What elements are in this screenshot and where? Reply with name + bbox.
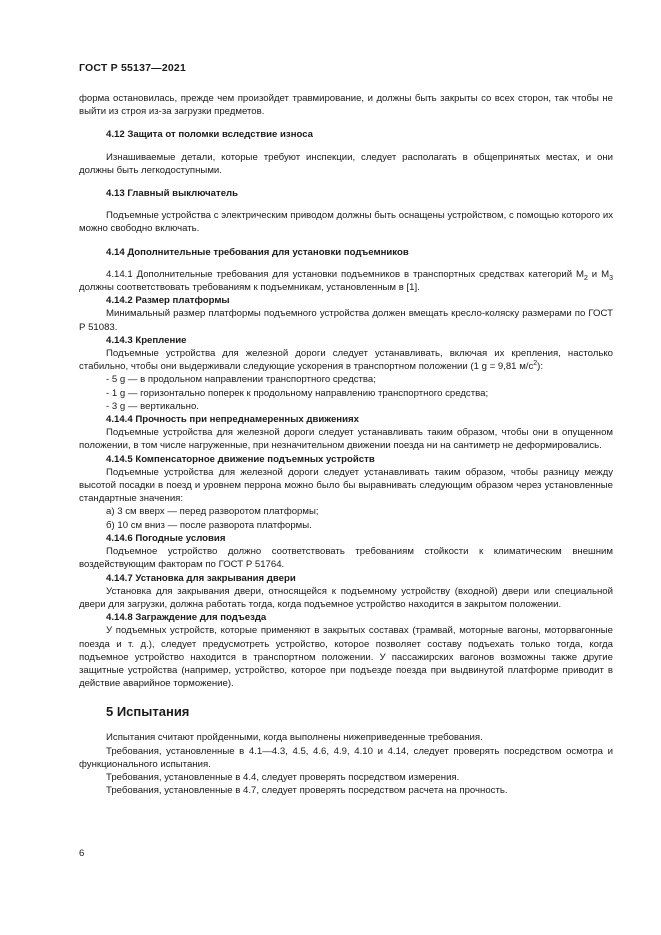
section-4-14-6-title: 4.14.6 Погодные условия: [106, 532, 226, 544]
list-item: б) 10 см вниз — после разворота платформы.: [106, 519, 312, 531]
section-5-title: 5 Испытания: [106, 704, 190, 720]
section-4-14-6-text: Подъемное устройство должно соответствовать требованиям стойкости к климатическим внешним воздействующим факторам по ГОСТ Р 51764.: [79, 546, 613, 571]
section-4-14-1-text: 4.14.1 Дополнительные требования для установки подъемников в транспортных средствах категорий $M_2$ и $M_3$ должны соответствовать требованиям к подъемникам, установленным в [1].: [79, 268, 613, 294]
section-4-12-text: Изнашиваемые детали, которые требуют инспекции, следует располагать в общепринятых местах, и они должны быть легкодоступными.: [79, 151, 613, 176]
intro-paragraph: форма остановилась, прежде чем произойдет травмирование, и должны быть закрыты со всех сторон, так чтобы не выйти из строя из-за загрузки предметов.: [79, 93, 613, 118]
document-header: ГОСТ Р 55137—2021: [79, 62, 187, 74]
section-4-14-7-text: Установка для закрывания двери, относящейся к подъемному устройству (входной) двери или специальной двери для загрузки, должна работать тогда, когда подъемное устройство находится в закрытом положении.: [79, 585, 613, 610]
section-4-14-7-title: 4.14.7 Установка для закрывания двери: [106, 572, 296, 584]
list-item: а) 3 см вверх — перед разворотом платформы;: [106, 506, 319, 518]
section-4-14-8-title: 4.14.8 Заграждение для подъезда: [106, 612, 267, 624]
page-number: 6: [79, 848, 85, 859]
section-4-14-5-title: 4.14.5 Компенсаторное движение подъемных устройств: [106, 453, 375, 465]
section-4-14-title: 4.14 Дополнительные требования для установки подъемников: [106, 246, 409, 258]
section-5-paragraph: Требования, установленные в 4.1—4.3, 4.5, 4.6, 4.9, 4.10 и 4.14, следует проверять посредством осмотра и функционального испытания.: [79, 745, 613, 770]
list-item: - 3 g — вертикально.: [106, 400, 199, 412]
list-item: - 5 g — в продольном направлении транспортного средства;: [106, 374, 376, 386]
section-4-14-4-title: 4.14.4 Прочность при непреднамеренных движениях: [106, 414, 359, 426]
section-4-14-2-title: 4.14.2 Размер платформы: [106, 295, 230, 307]
section-4-14-5-text: Подъемные устройства для железной дороги следует устанавливать таким образом, чтобы разницу между высотой посадки в поезд и уровнем перрона можно было бы выравнивать следующим образом через установленные стандартные значения:: [79, 466, 613, 505]
list-item: - 1 g — горизонтально поперек к продольному направлению транспортного средства;: [106, 387, 489, 399]
section-5-paragraph: Испытания считают пройденными, когда выполнены нижеприведенные требования.: [106, 732, 483, 744]
section-5-paragraph: Требования, установленные в 4.4, следует проверять посредством измерения.: [106, 771, 460, 783]
section-4-14-3-title: 4.14.3 Крепление: [106, 334, 187, 346]
section-4-14-8-text: У подъемных устройств, которые применяют в закрытых составах (трамвай, моторные вагоны, моторвагонные поезда и т. д.), следует предусмотреть устройство, которое позволяет составу подъехать только тогда, когда подъемное устройство находится в транспортном положении. У пассажирских вагонов возможны также другие защитные устройства (например, устройство, которое при подъезде поезда при выдвинутой платформе приводит в действие аварийное торможение).: [79, 625, 613, 690]
section-4-14-4-text: Подъемные устройства для железной дороги следует устанавливать таким образом, чтобы они в опущенном положении, в том числе нагруженные, при незначительном движении поезда ни на сантиметр не деформировались.: [79, 427, 613, 452]
document-body: [79, 92, 613, 797]
section-4-13-title: 4.13 Главный выключатель: [106, 188, 239, 200]
section-4-13-text: Подъемные устройства с электрическим приводом должны быть оснащены устройством, с помощью которого их можно свободно включать.: [79, 210, 613, 235]
section-4-12-title: 4.12 Защита от поломки вследствие износа: [106, 129, 314, 141]
section-5-paragraph: Требования, установленные в 4.7, следует проверять посредством расчета на прочность.: [106, 785, 508, 797]
section-4-14-2-text: Минимальный размер платформы подъемного устройства должен вмещать кресло-коляску размерами по ГОСТ Р 51083.: [79, 308, 613, 333]
section-4-14-3-text: Подъемные устройства для железной дороги следует устанавливать, включая их крепления, настолько стабильно, чтобы они выдерживали следующие ускорения в транспортном положении (1 g = 9,81 $м/с^2$):: [79, 348, 613, 373]
